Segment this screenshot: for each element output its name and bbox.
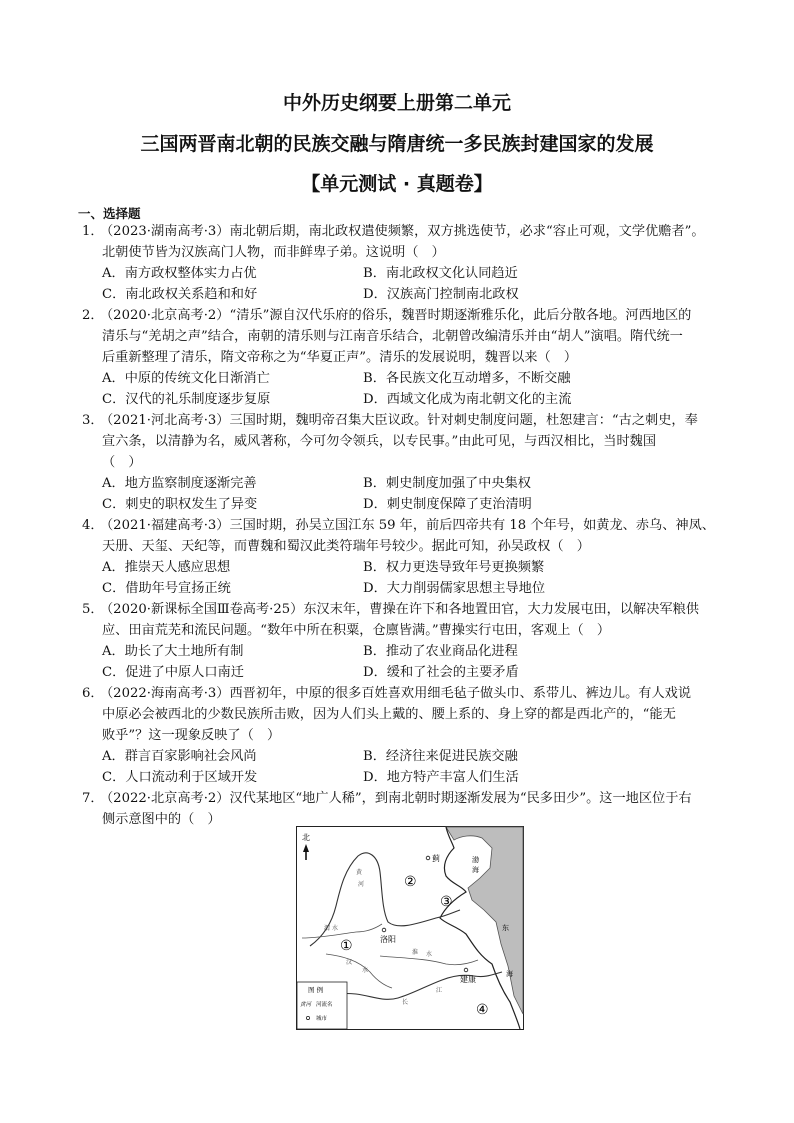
option-b[interactable]: B．权力更迭导致年号更换频繁 (363, 560, 545, 575)
question-stem-line: （ ） (102, 455, 142, 470)
option-c[interactable]: C．南北政权关系趋和和好 (102, 287, 258, 302)
city-label-luoyang: 洛阳 (380, 935, 396, 944)
region-marker-1: ① (340, 938, 353, 954)
question-stem-line: 败乎”？这一现象反映了（ ） (102, 728, 281, 743)
sea-label: 渤 (472, 856, 479, 864)
option-a[interactable]: A．群言百家影响社会风尚 (102, 749, 257, 764)
question-number: 5． (82, 602, 104, 617)
question-stem-line: （2020·新课标全国Ⅲ卷高考·25）东汉末年，曹操在许下和各地置田官，大力发展屯田，以解决军粮供 (100, 602, 699, 617)
city-label-jiankang: 建康 (460, 975, 476, 984)
legend-city-icon (306, 1016, 309, 1019)
question-4 (82, 515, 722, 557)
option-d[interactable]: D．刺史制度保障了吏治清明 (363, 497, 532, 512)
option-d[interactable]: D．西域文化成为南北朝文化的主流 (363, 392, 572, 407)
legend-title: 图 例 (308, 986, 324, 994)
question-number: 3． (82, 413, 104, 428)
question-number: 4． (82, 518, 104, 533)
question-stem-line: （2021·河北高考·3）三国时期，魏明帝召集大臣议政。针对刺史制度问题，杜恕建言：“古之刺史，奉 (100, 413, 698, 428)
question-stem-line: 清乐与“羌胡之声”结合，南朝的清乐则与江南音乐结合，北朝曾改编清乐并由“胡人”演唱。隋代统一 (102, 329, 683, 344)
question-number: 1． (82, 224, 104, 239)
river-label: 黄 (356, 869, 363, 876)
sea-label: 海 (472, 866, 479, 874)
option-c[interactable]: C．汉代的礼乐制度逐步复原 (102, 392, 271, 407)
question-stem-line: 中原必会被西北的少数民族所击败，因为人们头上戴的、腰上系的、身上穿的都是西北产的，“能无 (102, 707, 676, 722)
question-stem-line: （2022·海南高考·3）西晋初年，中原的很多百姓喜欢用细毛毡子做头巾、系带儿、裤边儿。有人戏说 (100, 686, 692, 701)
title-line-2: 三国两晋南北朝的民族交融与隋唐统一多民族封建国家的发展 (140, 133, 654, 155)
question-stem-line: （2022·北京高考·2）汉代某地区“地广人稀”，到南北朝时期逐渐发展为“民多田少”。这一地区位于右 (100, 791, 692, 806)
title-line-1: 中外历史纲要上册第二单元 (282, 92, 511, 114)
question-number: 6． (82, 686, 104, 701)
river-label: 江 (436, 987, 443, 994)
question-2 (82, 305, 722, 368)
question-stem-line: 宣六条，以清静为名，威风著称，今可勿令领兵，以专民事。”由此可见，与西汉相比，当时魏国 (102, 434, 657, 449)
river-label: 河 (358, 881, 365, 888)
question-6 (82, 683, 722, 746)
option-b[interactable]: B．推动了农业商品化进程 (363, 644, 518, 659)
region-marker-2: ② (404, 874, 417, 890)
option-b[interactable]: B．南北政权文化认同趋近 (363, 266, 518, 281)
option-a[interactable]: A．南方政权整体实力占优 (102, 266, 257, 281)
north-label: 北 (302, 833, 310, 842)
question-stem-line: （2021·福建高考·3）三国时期，孙吴立国江东 59 年，前后四帝共有 18 个年号，如黄龙、赤乌、神凤、 (100, 518, 715, 533)
region-marker-3: ③ (440, 894, 453, 910)
option-a[interactable]: A．地方监察制度逐渐完善 (102, 476, 257, 491)
river-label: 汉 (346, 959, 353, 966)
option-a[interactable]: A．推崇天人感应思想 (102, 560, 231, 575)
option-b[interactable]: B．经济往来促进民族交融 (363, 749, 518, 764)
map-legend (297, 982, 347, 1029)
option-d[interactable]: D．大力削弱儒家思想主导地位 (363, 581, 546, 596)
question-stem-line: 北朝使节皆为汉族高门人物，而非鲜卑子弟。这说明（ ） (102, 245, 445, 260)
region-marker-4: ④ (476, 1002, 489, 1018)
option-c[interactable]: C．人口流动利于区域开发 (102, 770, 258, 785)
city-label-ji: 蓟 (432, 854, 440, 863)
city-marker-luoyang (382, 928, 386, 932)
china-region-map (296, 826, 524, 1030)
city-marker-jiankang (464, 968, 468, 972)
option-c[interactable]: C．刺史的职权发生了异变 (102, 497, 258, 512)
option-c[interactable]: C．借助年号宣扬正统 (102, 581, 231, 596)
question-1 (82, 221, 722, 263)
option-c[interactable]: C．促进了中原人口南迁 (102, 665, 244, 680)
option-a[interactable]: A．助长了大土地所有制 (102, 644, 244, 659)
section-heading: 一、选择题 (78, 206, 141, 221)
legend-river-label: 河流名 (316, 1002, 333, 1008)
river-label: 长 (402, 999, 409, 1006)
sea-label: 东 (502, 924, 509, 932)
river-label: 水 (362, 967, 369, 974)
city-marker-ji (426, 856, 430, 860)
question-stem-line: （2020·北京高考·2）“清乐”源自汉代乐府的俗乐，魏晋时期逐渐雅乐化，此后分散各地。河西地区的 (100, 308, 692, 323)
option-a[interactable]: A．中原的传统文化日渐消亡 (102, 371, 270, 386)
option-b[interactable]: B．刺史制度加强了中央集权 (363, 476, 531, 491)
question-stem-line: （2023·湖南高考·3）南北朝后期，南北政权遣使频繁，双方挑选使节，必求“容止可观，文学优赡者”。 (100, 224, 705, 239)
river-label: 水 (332, 925, 339, 932)
sea-label: 海 (506, 970, 513, 978)
option-b[interactable]: B．各民族文化互动增多，不断交融 (363, 371, 571, 386)
river-label: 渭 (324, 925, 331, 932)
option-d[interactable]: D．地方特产丰富人们生活 (363, 770, 519, 785)
question-stem-line: 侧示意图中的（ ） (102, 812, 221, 827)
question-number: 7． (82, 791, 104, 806)
question-5 (82, 599, 722, 641)
option-d[interactable]: D．汉族高门控制南北政权 (363, 287, 519, 302)
question-number: 2． (82, 308, 104, 323)
river-label: 淮 (412, 949, 419, 956)
title-line-3: 【单元测试 · 真题卷】 (301, 173, 493, 195)
question-stem-line: 天册、天玺、天纪等，而曹魏和蜀汉此类符瑞年号较少。据此可知，孙吴政权（ ） (102, 539, 590, 554)
question-7 (82, 788, 722, 830)
question-stem-line: 后重新整理了清乐，隋文帝称之为“华夏正声”。清乐的发展说明，魏晋以来（ ） (102, 350, 578, 365)
river-label: 水 (426, 951, 433, 958)
question-stem-line: 应、田亩荒芜和流民问题。“数年中所在积粟，仓廪皆满。”曹操实行屯田，客观上（ ） (102, 623, 611, 638)
option-d[interactable]: D．缓和了社会的主要矛盾 (363, 665, 519, 680)
legend-city-label: 城市 (316, 1016, 328, 1022)
legend-river-sample: 黄河 (300, 1002, 312, 1008)
question-3 (82, 410, 722, 473)
